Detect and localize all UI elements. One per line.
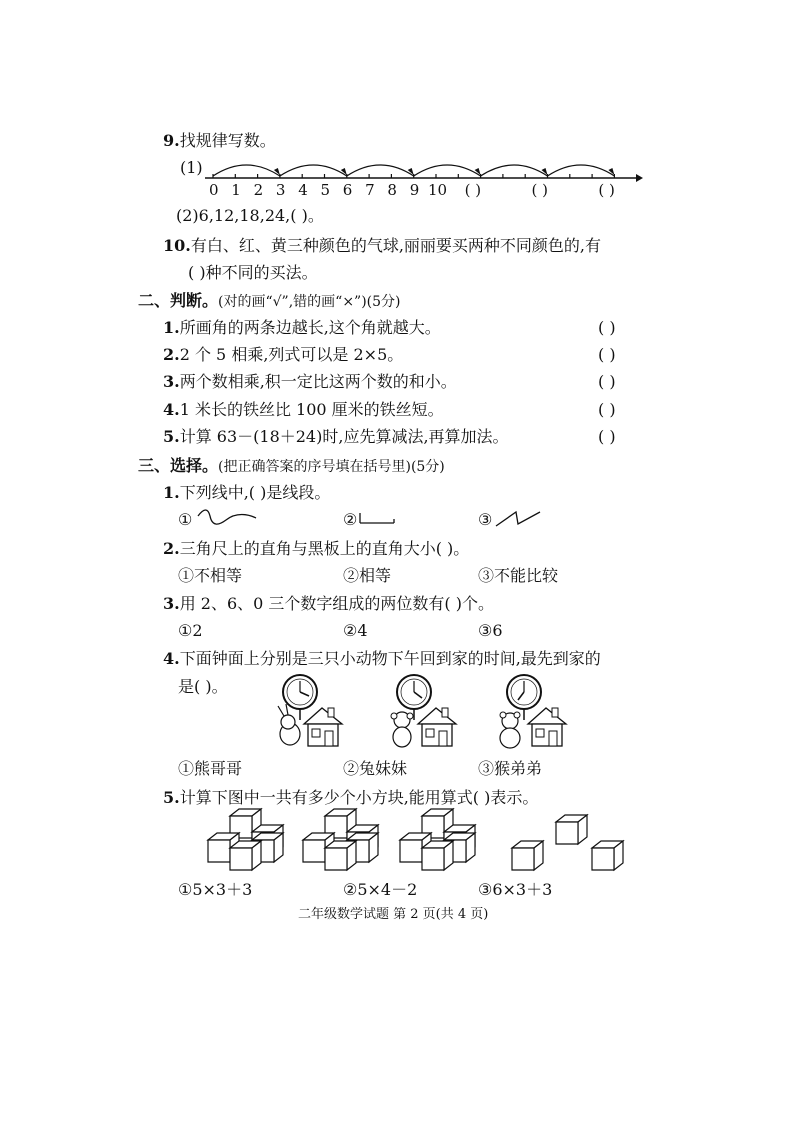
q10-line2: ( )种不同的买法。 [188,263,318,282]
item-number: 4. [163,400,180,419]
option-2[interactable]: ②4 [343,621,368,640]
option-1[interactable]: ①2 [178,621,203,640]
item-number: 3. [163,594,180,613]
item-number: 5. [163,427,180,446]
item-number: 2. [163,345,180,364]
tick-label: 7 [365,181,375,199]
number-line-blank[interactable]: ( ) [464,181,482,199]
tick-label: 3 [275,181,286,199]
item-number: 3. [163,372,180,391]
q9-text: 找规律写数。 [179,131,276,150]
sec2-note: (对的画“√”,错的画“×”)(5分) [218,294,401,310]
option-1[interactable]: ①5×3＋3 [178,880,253,899]
option-3[interactable]: ③6 [478,621,503,640]
option-3[interactable]: ③ [478,510,493,529]
item-text: 三角尺上的直角与黑板上的直角大小( )。 [179,539,470,558]
item-text: 2 个 5 相乘,列式可以是 2×5。 [179,345,404,364]
tick-label: 9 [409,181,420,199]
sec3-note: (把正确答案的序号填在括号里)(5分) [218,459,445,475]
option-1[interactable]: ① [178,510,193,529]
q9-number: 9. [163,131,180,150]
option-2[interactable]: ② [343,510,358,529]
item-text: 1 米长的铁丝比 100 厘米的铁丝短。 [179,400,444,419]
item-number: 1. [163,483,180,502]
option-3[interactable]: ③猴弟弟 [478,759,543,778]
answer-blank[interactable]: ( ) [598,318,616,337]
tick-label: 0 [209,181,219,199]
answer-blank[interactable]: ( ) [598,427,616,446]
tick-label: 6 [342,181,353,199]
tick-label: 1 [231,181,241,199]
small-cube [422,841,453,870]
item-text: 下面钟面上分别是三只小动物下午回到家的时间,最先到家的 [179,649,601,668]
option-1[interactable]: ①熊哥哥 [178,759,243,778]
q9-part2: (2)6,12,18,24,( )。 [176,206,324,225]
sec3-title: 三、选择。 [138,456,219,475]
q10-text: 有白、红、黄三种颜色的气球,丽丽要买两种不同颜色的,有 [190,236,602,255]
item-number: 2. [163,539,180,558]
small-cube [556,815,587,844]
sec3-q4-line2: 是( )。 [178,677,228,696]
q10-number: 10. [163,236,191,255]
item-number: 4. [163,649,180,668]
item-number: 1. [163,318,180,337]
option-3[interactable]: ③6×3＋3 [478,880,553,899]
small-cube [230,841,261,870]
item-text: 所画角的两条边越长,这个角就越大。 [179,318,441,337]
answer-blank[interactable]: ( ) [598,372,616,391]
page-footer: 二年级数学试题 第 2 页(共 4 页) [298,907,489,922]
tick-label: 4 [298,181,308,199]
small-cube [325,841,356,870]
option-2[interactable]: ②兔妹妹 [343,759,408,778]
q9-part1-label: (1) [180,158,203,177]
tick-label: 2 [253,181,264,199]
answer-blank[interactable]: ( ) [598,400,616,419]
item-text: 计算 63－(18＋24)时,应先算减法,再算加法。 [179,427,509,446]
tick-label: 8 [387,181,397,199]
item-text: 计算下图中一共有多少个小方块,能用算式( )表示。 [179,788,539,807]
option-2[interactable]: ②相等 [343,566,392,585]
tick-label: 5 [320,181,331,199]
option-2[interactable]: ②5×4－2 [343,880,418,899]
small-cube [592,841,623,870]
tick-label: 10 [428,181,448,199]
item-number: 5. [163,788,180,807]
sec2-title: 二、判断。 [138,291,219,310]
number-line-blank[interactable]: ( ) [531,181,548,199]
answer-blank[interactable]: ( ) [598,345,616,364]
option-1[interactable]: ①不相等 [178,566,243,585]
small-cube [512,841,543,870]
option-3[interactable]: ③不能比较 [478,566,559,585]
item-text: 两个数相乘,积一定比这两个数的和小。 [179,372,457,391]
item-text: 下列线中,( )是线段。 [179,483,331,502]
item-text: 用 2、6、0 三个数字组成的两位数有( )个。 [179,594,494,613]
number-line-blank[interactable]: ( ) [598,181,615,199]
